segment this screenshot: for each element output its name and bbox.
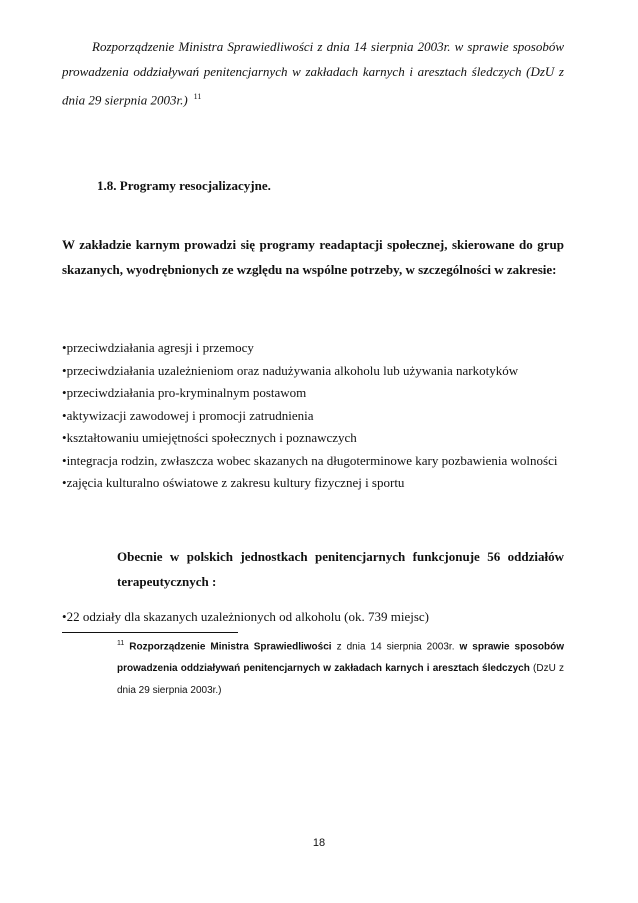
footnote [117,633,564,702]
list-item: • przeciwdziałania agresji i przemocy [62,337,564,360]
list-item: • przeciwdziałania uzależnieniom oraz nadużywania alkoholu lub używania narkotyków [62,360,564,383]
intro-text: Rozporządzenie Ministra Sprawiedliwości z dnia 14 sierpnia 2003r. w sprawie sposobów prowadzenia oddziaływań penitencjarnych w zakładach karnych i aresztach śledczych (DzU z dnia 29 sierpnia 2003r.) [62,39,564,108]
list-item: • 22 odziały dla skazanych uzależnionych od alkoholu (ok. 739 miejsc) [62,606,564,628]
section-heading: 1.8. Programy resocjalizacyjne. [97,178,271,193]
footnote-text-1: z dnia 14 sierpnia 2003r. [331,641,460,653]
list-item: • przeciwdziałania pro-kryminalnym postawom [62,382,564,405]
list-item: • integracja rodzin, zwłaszcza wobec skazanych na długoterminowe kary pozbawienia wolności [62,450,564,473]
lead-paragraph: W zakładzie karnym prowadzi się programy readaptacji społecznej, skierowane do grup skazanych, wyodrębnionych ze względu na wspólne potrzeby, w szczególności w zakresie: [62,237,564,277]
footnote-reference: 11 [193,92,202,101]
footnote-text-2: (DzU z dnia 29 sierpnia 2003r.) [117,663,564,697]
list-item: • aktywizacji zawodowej i promocji zatrudnienia [62,405,564,428]
list-item: • kształtowaniu umiejętności społecznych i poznawczych [62,427,564,450]
program-bullet-list [62,337,564,495]
footnote-text-bold-1: Rozporządzenie Ministra Sprawiedliwości [129,641,332,653]
therapeutic-units-paragraph: Obecnie w polskich jednostkach penitencjarnych funkcjonuje 56 oddziałów terapeutycznych : [117,549,564,589]
footnote-number: 11 [117,640,125,647]
footnote-text-bold-2: w sprawie sposobów prowadzenia oddziaływań penitencjarnych w zakładach karnych i aresztach śledczych [117,641,564,675]
page-number: 18 [312,837,326,849]
intro-paragraph [62,34,564,112]
list-item: • zajęcia kulturalno oświatowe z zakresu kultury fizycznej i sportu [62,472,564,495]
